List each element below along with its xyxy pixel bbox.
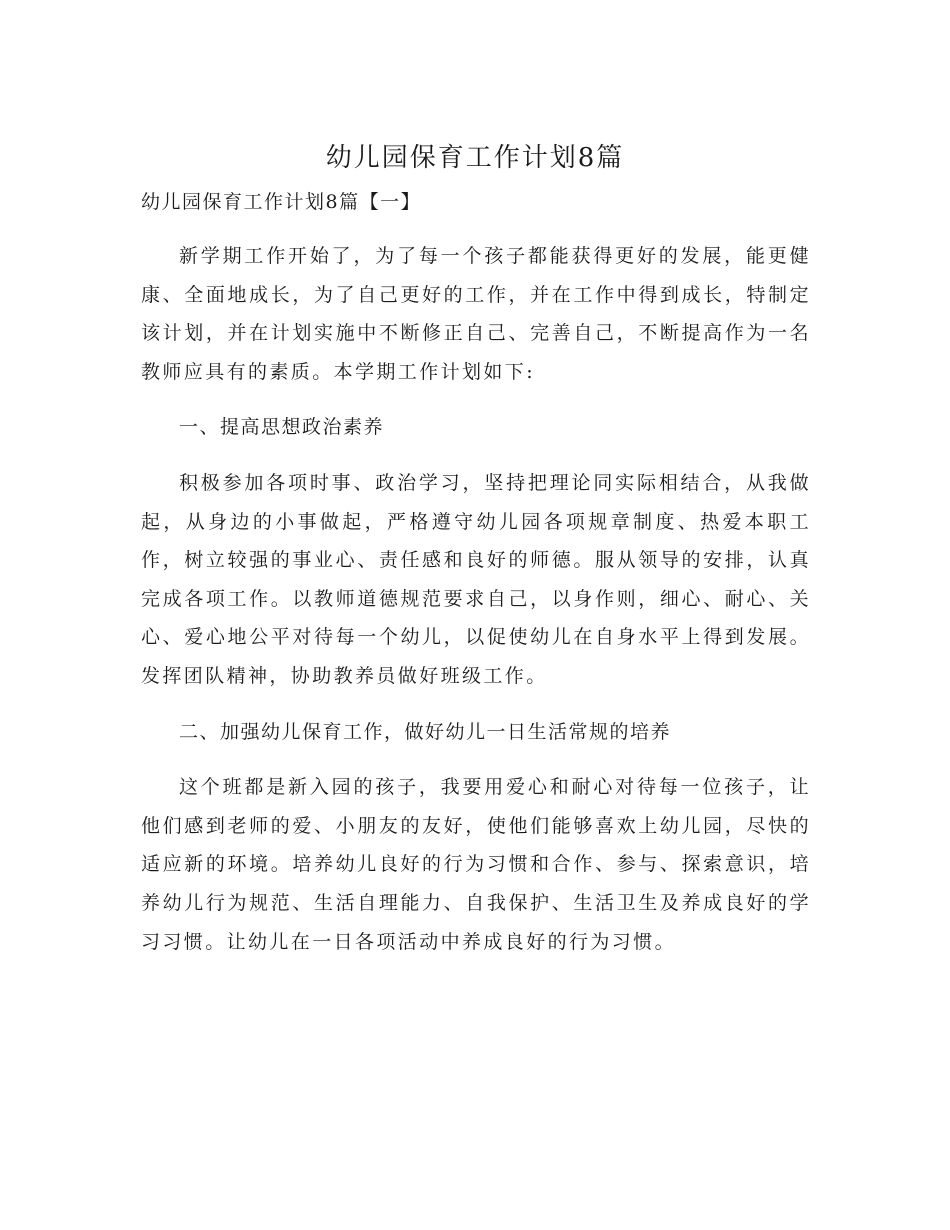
section-2-heading: 二、加强幼儿保育工作，做好幼儿一日生活常规的培养 xyxy=(179,720,672,743)
section-1-heading: 一、提高思想政治素养 xyxy=(179,416,385,439)
intro-paragraph: 新学期工作开始了，为了每一个孩子都能获得更好的发展，能更健康、全面地成长，为了自己更好的工作，并在工作中得到成长，特制定该计划，并在计划实施中不断修正自己、完善自己，不断提高作为一名教师应具有的素质。本学期工作计划如下: xyxy=(141,245,811,383)
document-body xyxy=(141,184,811,961)
document-title: 幼儿园保育工作计划8篇 xyxy=(325,143,625,173)
section-2-paragraph: 这个班都是新入园的孩子，我要用爱心和耐心对待每一位孩子，让他们感到老师的爱、小朋友的友好，使他们能够喜欢上幼儿园，尽快的适应新的环境。培养幼儿良好的行为习惯和合作、参与、探索意识，培养幼儿行为规范、生活自理能力、自我保护、生活卫生及养成良好的学习习惯。让幼儿在一日各项活动中养成良好的行为习惯。 xyxy=(141,776,811,953)
section-1-paragraph: 积极参加各项时事、政治学习，坚持把理论同实际相结合，从我做起，从身边的小事做起，严格遵守幼儿园各项规章制度、热爱本职工作，树立较强的事业心、责任感和良好的师德。服从领导的安排，认真完成各项工作。以教师道德规范要求自己，以身作则，细心、耐心、关心、爱心地公平对待每一个幼儿，以促使幼儿在自身水平上得到发展。发挥团队精神，协助教养员做好班级工作。 xyxy=(141,471,811,687)
article-subtitle: 幼儿园保育工作计划8篇【一】 xyxy=(141,191,422,213)
